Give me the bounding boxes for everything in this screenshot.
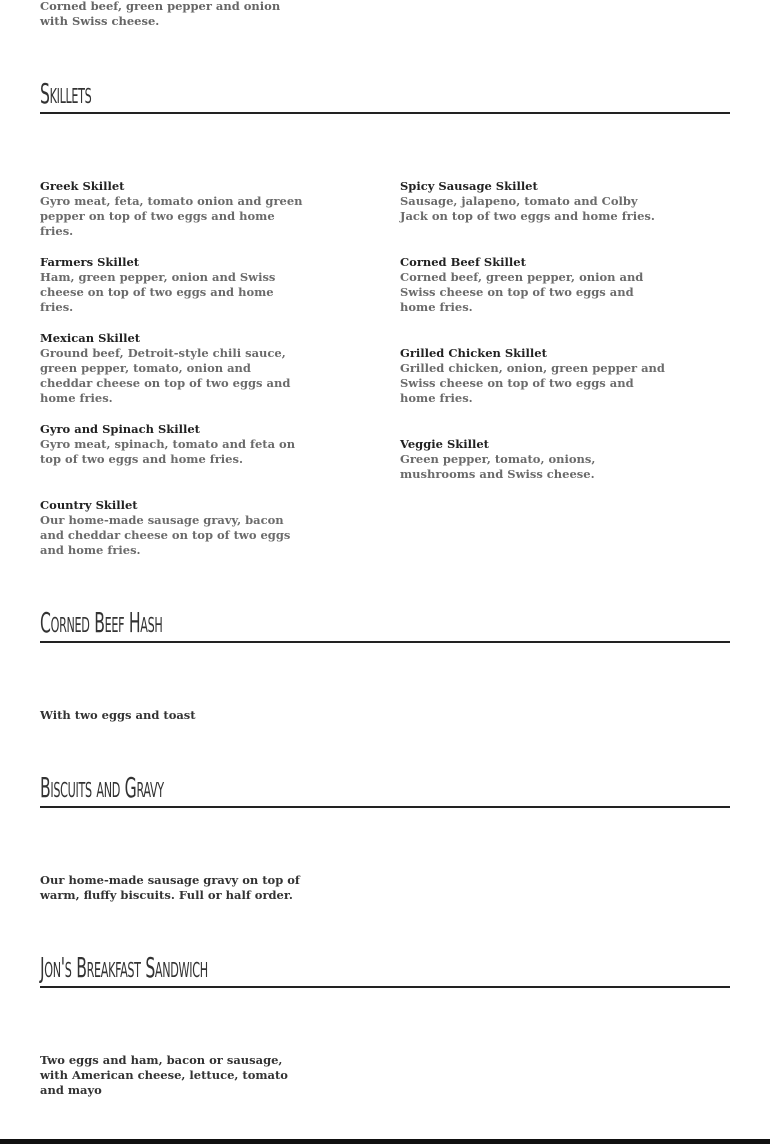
menu-item-name: Veggie Skillet xyxy=(400,437,489,451)
menu-item-grilled-chicken-skillet xyxy=(400,346,665,406)
menu-item-name: Corned Beef Skillet xyxy=(400,255,526,269)
menu-item-spicy-sausage-skillet xyxy=(400,179,665,224)
biscuits-gravy-title: Biscuits and Gravy xyxy=(40,771,164,804)
menu-item-name: Greek Skillet xyxy=(40,179,125,193)
menu-item-mexican-skillet xyxy=(40,331,305,406)
breakfast-sandwich-title: Jon's Breakfast Sandwich xyxy=(40,951,208,984)
skillets-heading xyxy=(40,78,730,114)
menu-item-description: Grilled chicken, onion, green pepper and Swiss cheese on top of two eggs and home fries. xyxy=(400,361,665,405)
corned-beef-hash-description: With two eggs and toast xyxy=(40,708,196,722)
menu-item-veggie-skillet xyxy=(400,437,665,482)
menu-item-name: Grilled Chicken Skillet xyxy=(400,346,547,360)
menu-item-farmers-skillet xyxy=(40,255,305,315)
breakfast-sandwich-heading xyxy=(40,952,730,988)
menu-item-description: Sausage, jalapeno, tomato and Colby Jack on top of two eggs and home fries. xyxy=(400,194,655,223)
menu-item-description: Ham, green pepper, onion and Swiss cheese on top of two eggs and home fries. xyxy=(40,270,276,314)
corned-beef-hash-title: Corned Beef Hash xyxy=(40,606,163,639)
menu-item-greek-skillet xyxy=(40,179,305,239)
menu-item-description: Ground beef, Detroit-style chili sauce, green pepper, tomato, onion and cheddar cheese on top of two eggs and home fries. xyxy=(40,346,291,405)
biscuits-gravy-heading xyxy=(40,772,730,808)
corned-beef-hash-heading xyxy=(40,607,730,643)
previous-item-description: Corned beef, green pepper and onion with Swiss cheese. xyxy=(40,0,281,28)
menu-item-gyro-spinach-skillet xyxy=(40,422,305,467)
footer-bar xyxy=(0,1139,770,1144)
menu-item-description: Gyro meat, spinach, tomato and feta on top of two eggs and home fries. xyxy=(40,437,296,466)
skillets-title: Skillets xyxy=(40,77,92,110)
menu-item-name: Farmers Skillet xyxy=(40,255,140,269)
menu-item-name: Gyro and Spinach Skillet xyxy=(40,422,200,436)
menu-item-country-skillet xyxy=(40,498,305,558)
menu-item-corned-beef-skillet xyxy=(400,255,665,315)
menu-item-name: Mexican Skillet xyxy=(40,331,141,345)
menu-item-description: Green pepper, tomato, onions, mushrooms and Swiss cheese. xyxy=(400,452,596,481)
biscuits-gravy-description: Our home-made sausage gravy on top of warm, fluffy biscuits. Full or half order. xyxy=(40,873,300,902)
menu-item-name: Country Skillet xyxy=(40,498,138,512)
breakfast-sandwich-description: Two eggs and ham, bacon or sausage, with American cheese, lettuce, tomato and mayo xyxy=(40,1053,288,1097)
menu-item-description: Corned beef, green pepper, onion and Swiss cheese on top of two eggs and home fries. xyxy=(400,270,644,314)
menu-item-name: Spicy Sausage Skillet xyxy=(400,179,538,193)
menu-item-description: Gyro meat, feta, tomato onion and green pepper on top of two eggs and home fries. xyxy=(40,194,303,238)
menu-item-description: Our home-made sausage gravy, bacon and cheddar cheese on top of two eggs and home fries. xyxy=(40,513,291,557)
